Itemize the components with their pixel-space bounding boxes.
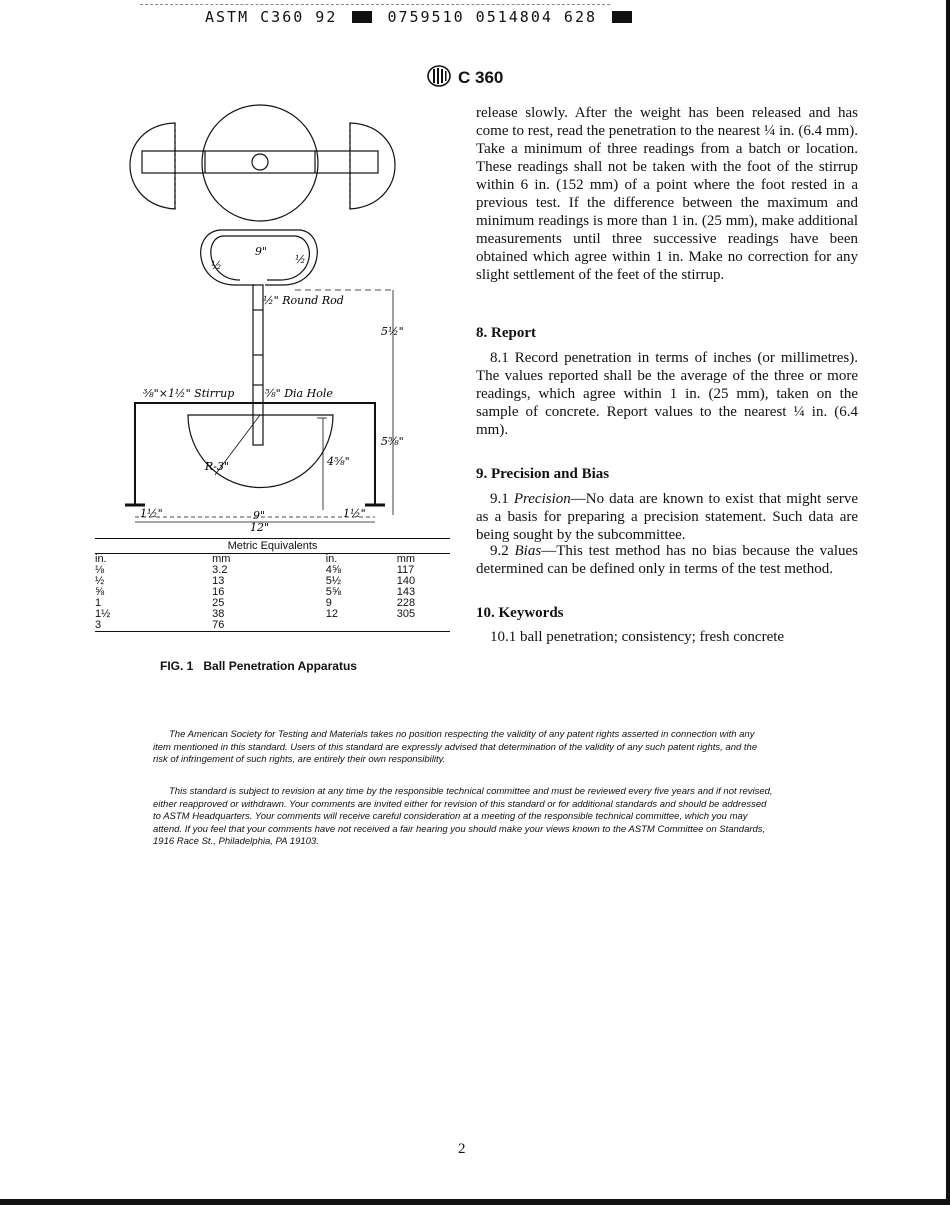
table-cell: 3.2 <box>212 564 228 576</box>
bias-label: 9.2 <box>490 543 515 559</box>
figure-caption <box>160 659 357 673</box>
round-rod <box>253 285 263 445</box>
label-dim-1-5-right: 1½" <box>343 507 366 520</box>
label-dim-5-5-8: 5⅝" <box>381 435 404 448</box>
metric-header-in-1: in. <box>95 553 107 565</box>
continuation-text: release slowly. After the weight has been released and has come to rest, read the penetration to the nearest ¼ in. (6.4 mm). Take a minimum of three readings from a batch or location. These readings shall not be taken with the foot of the stirrup within 6 in. (152 mm) of a point where the foot rested in a previous test. If the difference between the maximum and minimum readings is more than 1 in. (25 mm), make additional measurements until three successive readings have been obtained which agree within 1 in. Make no correction for any slight settlement of the feet of the stirrup. <box>476 105 858 283</box>
label-dim-1-5-left: 1½" <box>140 507 163 520</box>
table-cell: ⅝ <box>95 586 105 598</box>
section-heading-precision-bias: 9. Precision and Bias <box>476 466 610 482</box>
section-heading-report: 8. Report <box>476 325 536 341</box>
table-cell: 5½ <box>325 575 342 587</box>
continuation-paragraph <box>476 104 858 284</box>
bias-term: Bias <box>514 543 542 559</box>
table-cell: 117 <box>396 564 415 576</box>
label-dim-4-5-8: 4⅝" <box>327 455 350 468</box>
table-cell: 228 <box>396 597 416 609</box>
top-view-left-foot <box>130 123 175 209</box>
page-bottom-border <box>0 1199 950 1205</box>
table-cell: 143 <box>396 586 416 598</box>
top-view-ball-circle <box>202 105 318 221</box>
header-block-mark <box>612 11 632 23</box>
label-round-rod: ½" Round Rod <box>263 294 344 307</box>
ball-hemisphere <box>188 415 333 488</box>
precision-label: 9.1 <box>490 491 514 507</box>
table-cell <box>326 620 397 632</box>
precision-text: —No data are known to exist that might serve as a basis for preparing a precision statement. Such data are being sought by the subcommittee. <box>476 491 858 543</box>
ball-penetration-drawing <box>95 85 450 535</box>
table-cell: 38 <box>212 608 225 620</box>
revision-notice: This standard is subject to revision at any time by the responsible technical committee and must be reviewed every five years and if not revised, either reapproved or withdrawn. Your comments are invited either for revision of this standard or for additional standards and should be addressed to ASTM Headquarters. Your comments will receive careful consideration at a meeting of the responsible technical committee, which you may attend. If you feel that your comments have not received a fair hearing you should make your views known to the ASTM Committee on Standards, 1916 Race St., Philadelphia, PA 19103. <box>153 786 773 847</box>
table-cell <box>397 620 450 632</box>
metric-header-in-2: in. <box>325 553 338 565</box>
astm-logo-icon <box>426 65 452 87</box>
label-dim-12: 12" <box>250 521 270 534</box>
table-cell: 5⅝ <box>325 586 342 598</box>
page-right-border <box>946 0 950 1205</box>
label-dia-hole: ⅝" Dia Hole <box>265 387 333 400</box>
metric-caption: Metric Equivalents <box>95 538 450 554</box>
label-dim-9-top: 9" <box>255 245 268 258</box>
patent-notice: The American Society for Testing and Materials takes no position respecting the validity of any patent rights asserted in connection with any item mentioned in this standard. Users of this standard are expressly advised that determination of the validity of any such patent rights, and the risk of infringement of such rights, are entirely their own responsibility. <box>153 729 758 765</box>
table-cell: 140 <box>396 575 416 587</box>
header-code <box>205 8 636 26</box>
metric-header-mm-2: mm <box>396 553 416 565</box>
table-cell: 1 <box>95 597 102 609</box>
table-cell: 1½ <box>95 608 111 620</box>
page-number: 2 <box>458 1141 466 1157</box>
precision-paragraph <box>476 490 858 544</box>
stirrup-frame <box>135 403 375 505</box>
table-cell: 9 <box>325 597 332 609</box>
table-cell: 25 <box>212 597 225 609</box>
header-block-mark <box>352 11 372 23</box>
label-half-right: ½ <box>295 253 306 266</box>
label-dim-5-1-2: 5½" <box>381 325 404 338</box>
metric-header-mm-1: mm <box>212 553 231 565</box>
report-paragraph: 8.1 Record penetration in terms of inches (or millimetres). The values reported shall be the average of the three or more readings, which agree within 1 in. (25 mm), taken on the sample of concrete. Report values to the nearest ¼ in. (6.4 mm). <box>476 350 858 438</box>
top-view-hub <box>252 154 268 170</box>
standard-designation: C 360 <box>458 68 504 87</box>
keywords-paragraph: 10.1 ball penetration; consistency; fresh concrete <box>490 629 785 645</box>
table-cell: 12 <box>325 608 338 620</box>
header-code-part-1: ASTM C360 92 <box>205 8 338 26</box>
table-cell: 76 <box>212 619 225 631</box>
section-heading-keywords: 10. Keywords <box>476 605 564 621</box>
precision-term: Precision <box>513 491 571 507</box>
table-cell: 16 <box>212 586 225 598</box>
bias-text: —This test method has no bias because the values determined can be defined only in terms of the test method. <box>476 543 859 577</box>
label-radius: R-3" <box>205 460 230 473</box>
table-row <box>95 620 450 632</box>
header-code-part-2: 0759510 0514804 628 <box>387 8 598 26</box>
bias-paragraph <box>476 542 858 578</box>
table-cell: 305 <box>396 608 416 620</box>
top-view-right-foot <box>350 123 395 209</box>
table-cell: ½ <box>95 575 105 587</box>
table-cell: 4⅝ <box>325 564 342 576</box>
scan-artifact-line <box>140 4 610 6</box>
table-row <box>95 609 450 620</box>
table-cell: ⅛ <box>95 564 105 576</box>
table-cell: 13 <box>212 575 225 587</box>
table-cell: 3 <box>95 619 102 631</box>
metric-equivalents-table <box>95 538 450 632</box>
label-stirrup: ⅜"×1½" Stirrup <box>143 387 235 400</box>
figure-title: Ball Penetration Apparatus <box>203 659 357 673</box>
figure-number: FIG. 1 <box>160 659 194 673</box>
label-dim-9-bottom: 9" <box>253 509 266 522</box>
label-half-left: ½ <box>211 259 222 272</box>
